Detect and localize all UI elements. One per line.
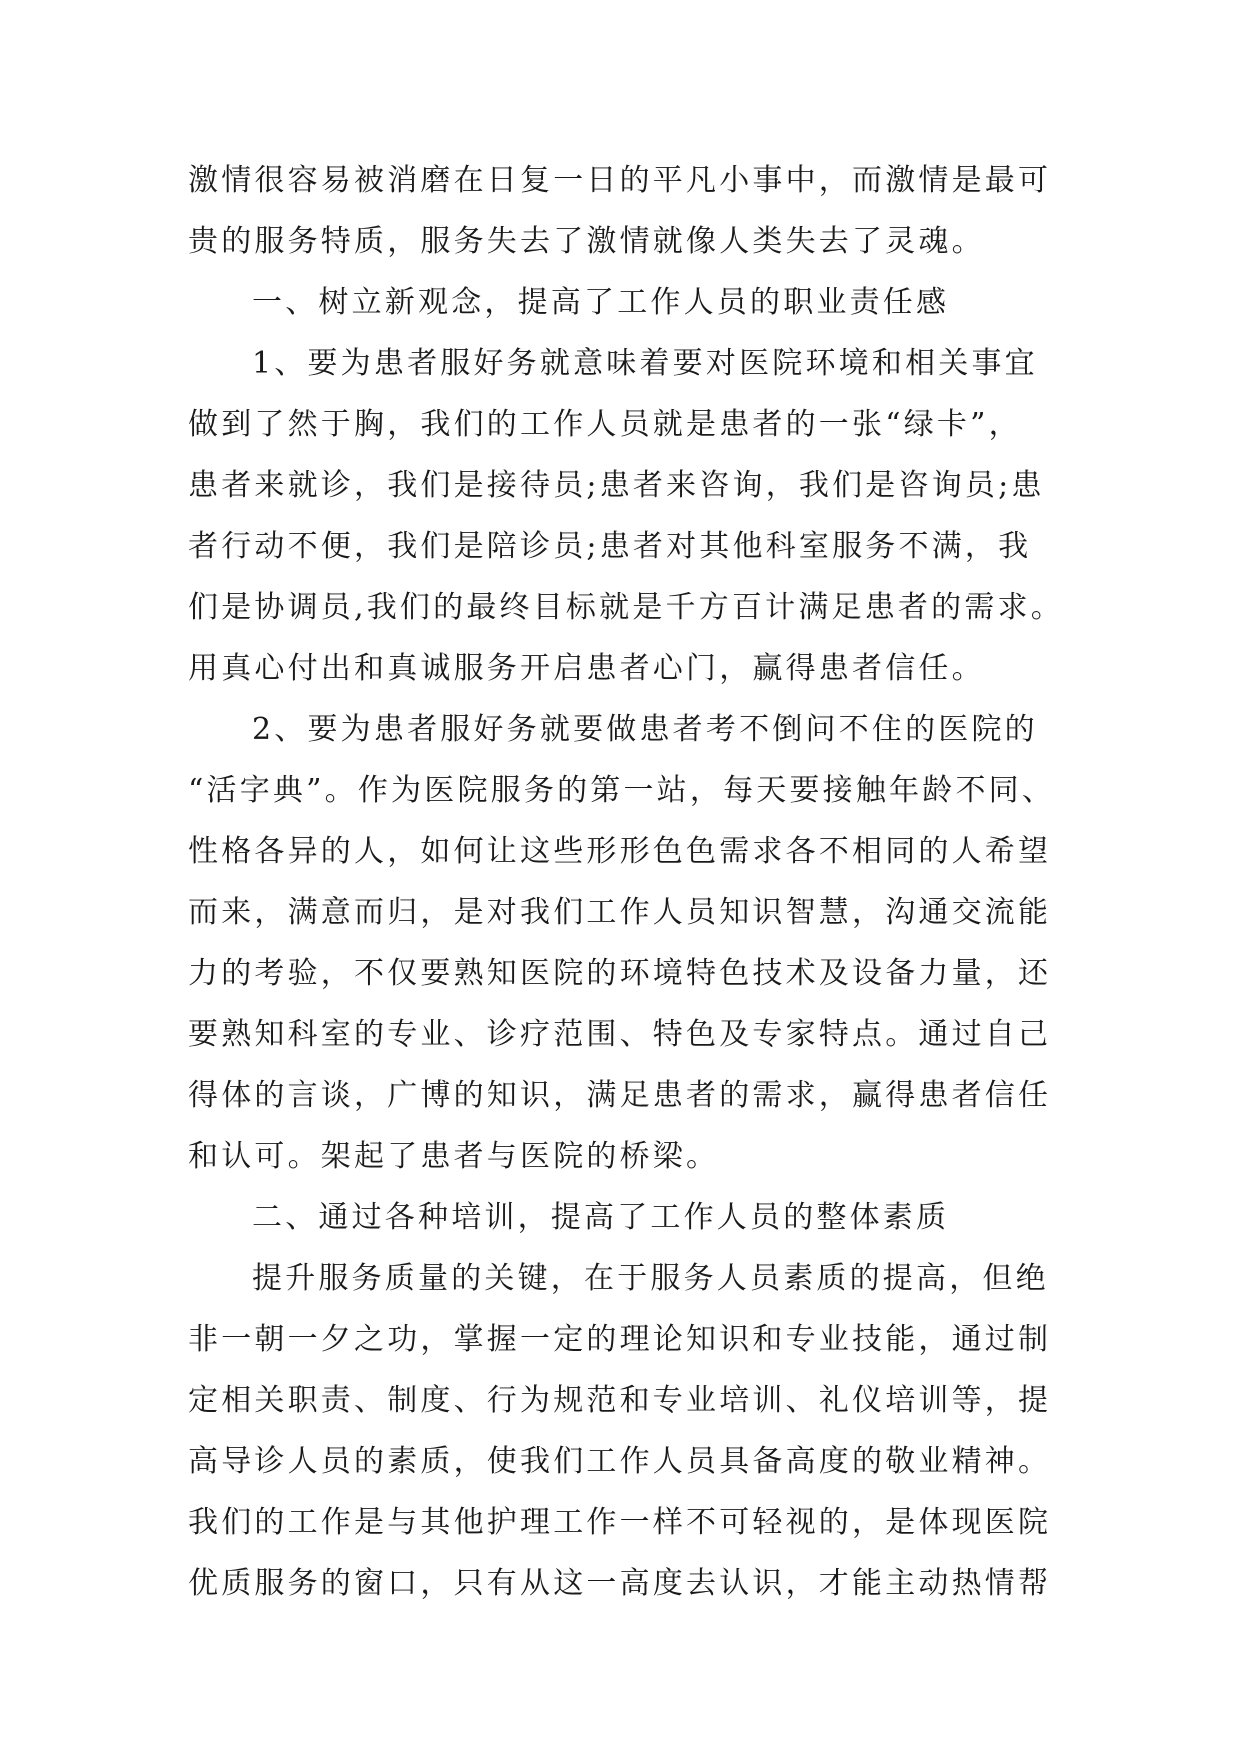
text-line-22: 高导诊人员的素质，使我们工作人员具备高度的敬业精神。 — [188, 1444, 1052, 1479]
text-line-6: 患者来就诊，我们是接待员;患者来咨询，我们是咨询员;患 — [188, 468, 1045, 503]
text-line-20: 非一朝一夕之功，掌握一定的理论知识和专业技能，通过制 — [188, 1322, 1052, 1357]
text-line-2: 贵的服务特质，服务失去了激情就像人类失去了灵魂。 — [188, 224, 985, 259]
text-line-16: 得体的言谈，广博的知识，满足患者的需求，赢得患者信任 — [188, 1078, 1052, 1113]
text-line-7: 者行动不便，我们是陪诊员;患者对其他科室服务不满，我 — [188, 529, 1032, 564]
text-line-17: 和认可。架起了患者与医院的桥梁。 — [188, 1139, 720, 1174]
text-line-19: 提升服务质量的关键，在于服务人员素质的提高，但绝 — [252, 1261, 1049, 1296]
section-heading-2: 二、通过各种培训，提高了工作人员的整体素质 — [252, 1200, 950, 1235]
text-line-24: 优质服务的窗口，只有从这一高度去认识，才能主动热情帮 — [188, 1566, 1052, 1601]
text-line-9: 用真心付出和真诚服务开启患者心门，赢得患者信任。 — [188, 651, 985, 686]
text-line-15: 要熟知科室的专业、诊疗范围、特色及专家特点。通过自己 — [188, 1017, 1052, 1052]
text-line-1: 激情很容易被消磨在日复一日的平凡小事中，而激情是最可 — [188, 163, 1052, 198]
text-line-13: 而来，满意而归，是对我们工作人员知识智慧，沟通交流能 — [188, 895, 1052, 930]
text-line-5: 做到了然于胸，我们的工作人员就是患者的一张“绿卡”， — [188, 407, 1022, 442]
section-heading-1: 一、树立新观念，提高了工作人员的职业责任感 — [252, 285, 950, 320]
text-line-4: 1、要为患者服好务就意味着要对医院环境和相关事宜 — [252, 346, 1038, 381]
text-line-23: 我们的工作是与其他护理工作一样不可轻视的，是体现医院 — [188, 1505, 1052, 1540]
text-line-11: “活字典”。作为医院服务的第一站，每天要接触年龄不同、 — [188, 773, 1056, 808]
text-line-21: 定相关职责、制度、行为规范和专业培训、礼仪培训等，提 — [188, 1383, 1052, 1418]
text-line-14: 力的考验，不仅要熟知医院的环境特色技术及设备力量，还 — [188, 956, 1052, 991]
text-line-12: 性格各异的人，如何让这些形形色色需求各不相同的人希望 — [188, 834, 1052, 869]
document-body — [188, 150, 1064, 1614]
text-line-10: 2、要为患者服好务就要做患者考不倒问不住的医院的 — [252, 712, 1038, 747]
text-line-8: 们是协调员,我们的最终目标就是千方百计满足患者的需求。 — [188, 590, 1064, 625]
